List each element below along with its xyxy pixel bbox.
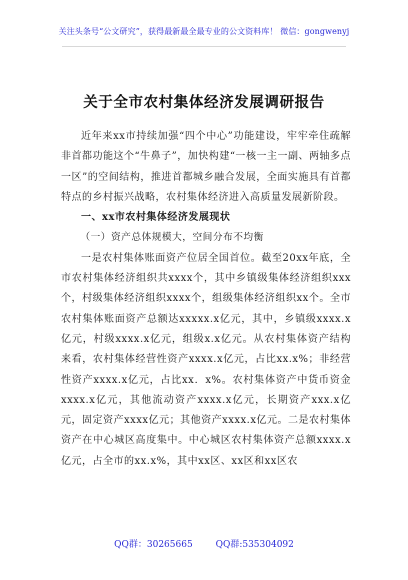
document-body [61,127,351,472]
intro-paragraph: 近年来xx市持续加强“四个中心”功能建设，牢牢牵住疏解非首都功能这个“牛鼻子”，加快构建“一核一主一副、两轴多点一区”的空间结构，推进首都城乡融合发展，全面实施具有首都特点的乡村振兴战略，农村集体经济进入高质量发展新阶段。 [61,131,351,203]
header-banner: 关注头条号“公文研究”，获得最新最全最专业的公文资料库！ 微信：gongwenyj [58,27,350,36]
footer-contact [0,537,408,550]
subsection-heading: （一）资产总体规模大，空间分布不均衡 [80,232,264,244]
body-paragraph: 一是农村集体账面资产位居全国首位。截至20xx年底，全市农村集体经济组织共xxxx个，其中乡镇级集体经济组织xxx个，村级集体经济组织xxxx个，组级集体经济组织xx个。全市农村集体账面资产总额达xxxxx.x亿元，其中，乡镇级xxxx.x亿元，村级xxxx.x亿元，组级x.x亿元。从农村集体资产结构来看，农村集体经营性资产xxxx.x亿元，占比xx.x%；非经营性资产xxxx.x亿元，占比xx．x%。农村集体资产中货币资金xxxx.x亿元，其他流动资产xxxx.x亿元，长期资产xxx.x亿元，固定资产xxxx亿元；其他资产xxxx.x亿元。二是农村集体资产在中心城区高度集中。中心城区农村集体资产总额xxxx.x亿元，占全市的xx.x%，其中xx区、xx区和xx区农 [61,252,351,467]
footer-qq-group-2: QQ群:535304092 [215,540,294,550]
section-heading: 一、xx市农村集体经济发展现状 [81,212,231,224]
header-divider [62,46,346,47]
footer-qq-group-1: QQ群：30265665 [114,540,193,550]
document-title: 关于全市农村集体经济发展调研报告 [83,94,325,111]
